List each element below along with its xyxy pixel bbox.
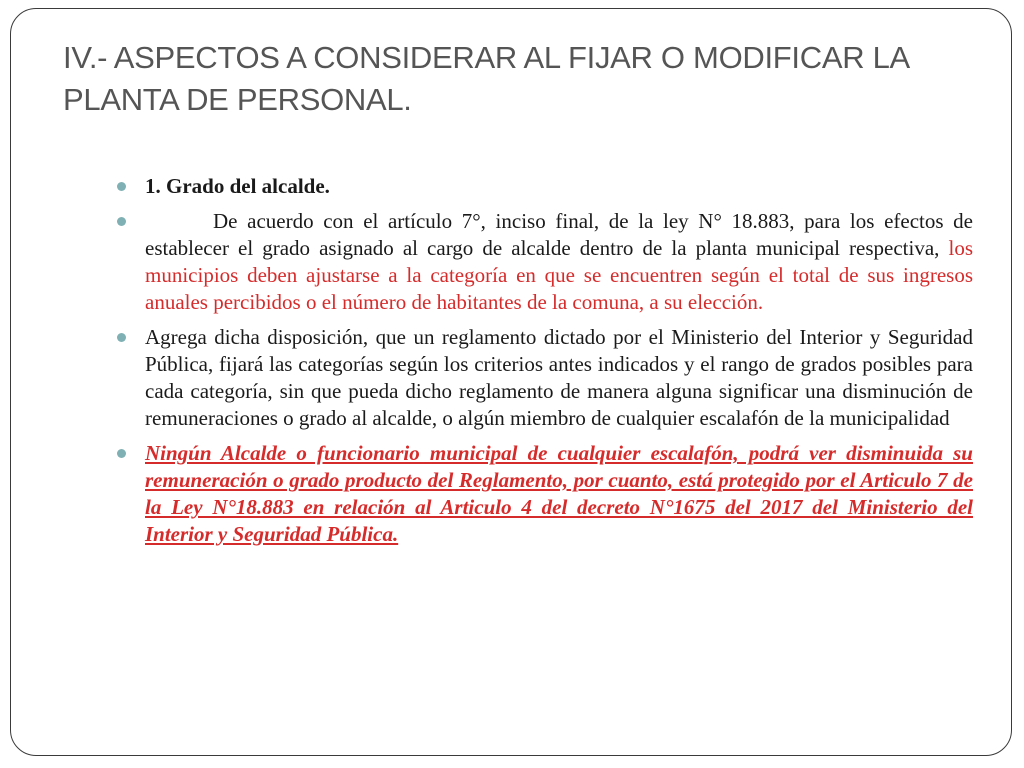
bullet-heading: 1. Grado del alcalde. (145, 174, 330, 198)
bullet-text-black: De acuerdo con el artículo 7°, inciso final, de la ley N° 18.883, para los efectos de establecer el grado asignado al cargo de alcalde dentro de la planta municipal respectiva, (145, 209, 973, 260)
bullet-dot-icon (117, 182, 126, 191)
bullet-dot-icon (117, 217, 126, 226)
bullet-item-proteccion (117, 440, 973, 548)
bullet-text-red: los municipios deben ajustarse a la categoría en que se encuentren según el total de sus ingresos anuales percibidos o el número de habitantes de la comuna, a su elección. (145, 236, 973, 314)
slide-content (117, 173, 973, 556)
slide-title: IV.- ASPECTOS A CONSIDERAR AL FIJAR O MODIFICAR LA PLANTA DE PERSONAL. (63, 40, 909, 117)
slide-frame (10, 8, 1012, 756)
bullet-text-emphasis: Ningún Alcalde o funcionario municipal de cualquier escalafón, podrá ver disminuida su remuneración o grado producto del Reglamento, por cuanto, está protegido por el Articulo 7 de la Ley N°18.883 en relación al Articulo 4 del decreto N°1675 del 2017 del Ministerio del Interior y Seguridad Pública. (145, 441, 973, 546)
bullet-item-grado-alcalde (117, 173, 973, 200)
bullet-text: Agrega dicha disposición, que un reglamento dictado por el Ministerio del Interior y Seguridad Pública, fijará las categorías según los criterios antes indicados y el rango de grados posibles para cada categoría, sin que pueda dicho reglamento de manera alguna significar una disminución de remuneraciones o grado al alcalde, o algún miembro de cualquier escalafón de la municipalidad (145, 325, 973, 430)
bullet-item-reglamento (117, 324, 973, 432)
bullet-item-articulo-7 (117, 208, 973, 316)
bullet-dot-icon (117, 449, 126, 458)
bullet-dot-icon (117, 333, 126, 342)
